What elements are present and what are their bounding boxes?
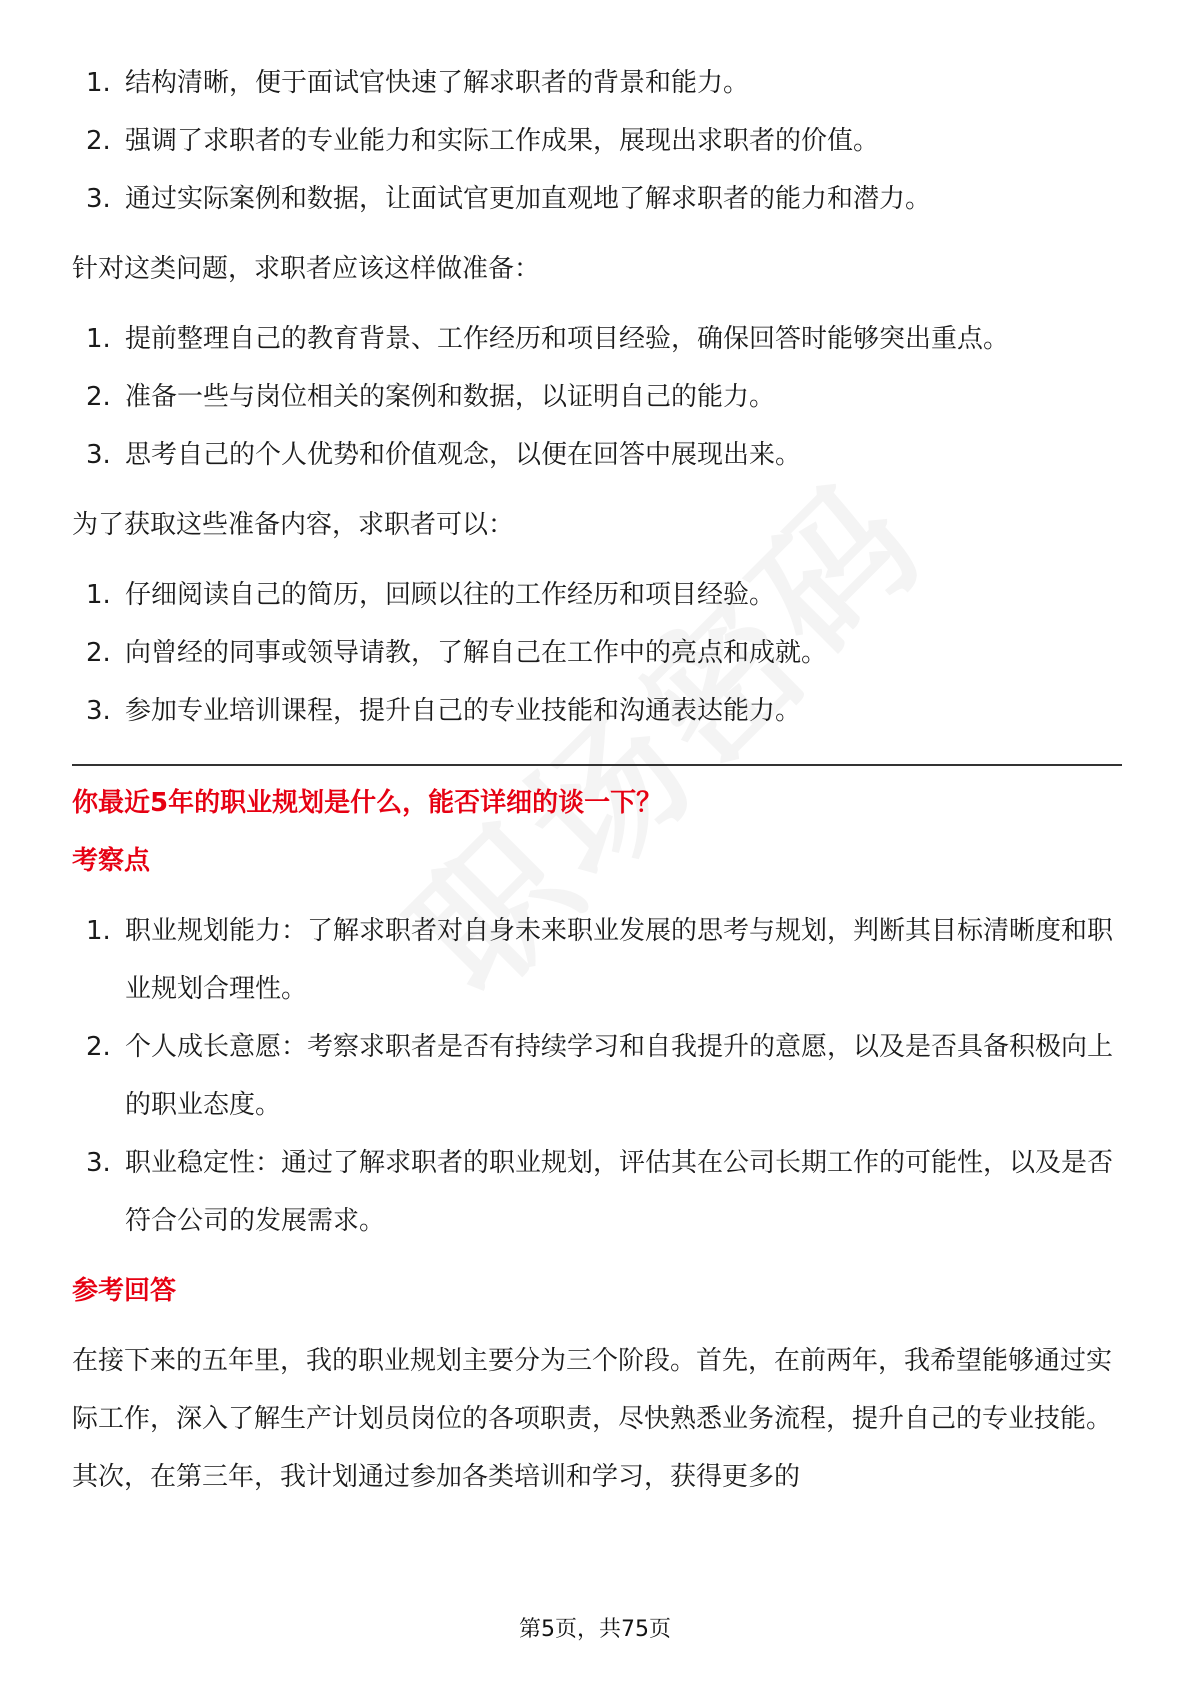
section-divider	[72, 764, 1122, 766]
list-benefits	[72, 54, 1122, 228]
paragraph-prepare-intro: 针对这类问题，求职者应该这样做准备：	[72, 254, 541, 284]
list-item: 1. 提前整理自己的教育背景、工作经历和项目经验，确保回答时能够突出重点。	[86, 324, 1010, 354]
section-heading-answer: 参考回答	[72, 1276, 177, 1306]
question-heading: 你最近5年的职业规划是什么，能否详细的谈一下？	[72, 788, 663, 818]
list-item: 2. 向曾经的同事或领导请教，了解自己在工作中的亮点和成就。	[86, 638, 828, 668]
list-item: 3. 思考自己的个人优势和价值观念，以便在回答中展现出来。	[86, 440, 802, 470]
list-obtain	[72, 566, 1122, 740]
page-number-footer: 第5页，共75页	[519, 1617, 671, 1642]
list-item: 2. 个人成长意愿：考察求职者是否有持续学习和自我提升的意愿，以及是否具备积极向上的职业态度。	[86, 1032, 1114, 1120]
list-item: 2. 准备一些与岗位相关的案例和数据，以证明自己的能力。	[86, 382, 776, 412]
list-preparation	[72, 310, 1122, 484]
answer-paragraph: 在接下来的五年里，我的职业规划主要分为三个阶段。首先，在前两年，我希望能够通过实际工作，深入了解生产计划员岗位的各项职责，尽快熟悉业务流程，提升自己的专业技能。其次，在第三年，我计划通过参加各类培训和学习，获得更多的	[72, 1346, 1113, 1492]
list-item: 1. 职业规划能力：了解求职者对自身未来职业发展的思考与规划，判断其目标清晰度和职业规划合理性。	[86, 916, 1114, 1004]
list-item: 3. 参加专业培训课程，提升自己的专业技能和沟通表达能力。	[86, 696, 802, 726]
paragraph-obtain-intro: 为了获取这些准备内容，求职者可以：	[72, 510, 515, 540]
list-assessment-points	[72, 902, 1122, 1250]
list-item: 1. 仔细阅读自己的简历，回顾以往的工作经历和项目经验。	[86, 580, 776, 610]
list-item: 3. 职业稳定性：通过了解求职者的职业规划，评估其在公司长期工作的可能性，以及是否符合公司的发展需求。	[86, 1148, 1114, 1236]
page-content	[72, 54, 1122, 1506]
list-item: 3. 通过实际案例和数据，让面试官更加直观地了解求职者的能力和潜力。	[86, 184, 932, 214]
list-item: 1. 结构清晰，便于面试官快速了解求职者的背景和能力。	[86, 68, 750, 98]
section-heading-points: 考察点	[72, 846, 151, 876]
list-item: 2. 强调了求职者的专业能力和实际工作成果，展现出求职者的价值。	[86, 126, 880, 156]
